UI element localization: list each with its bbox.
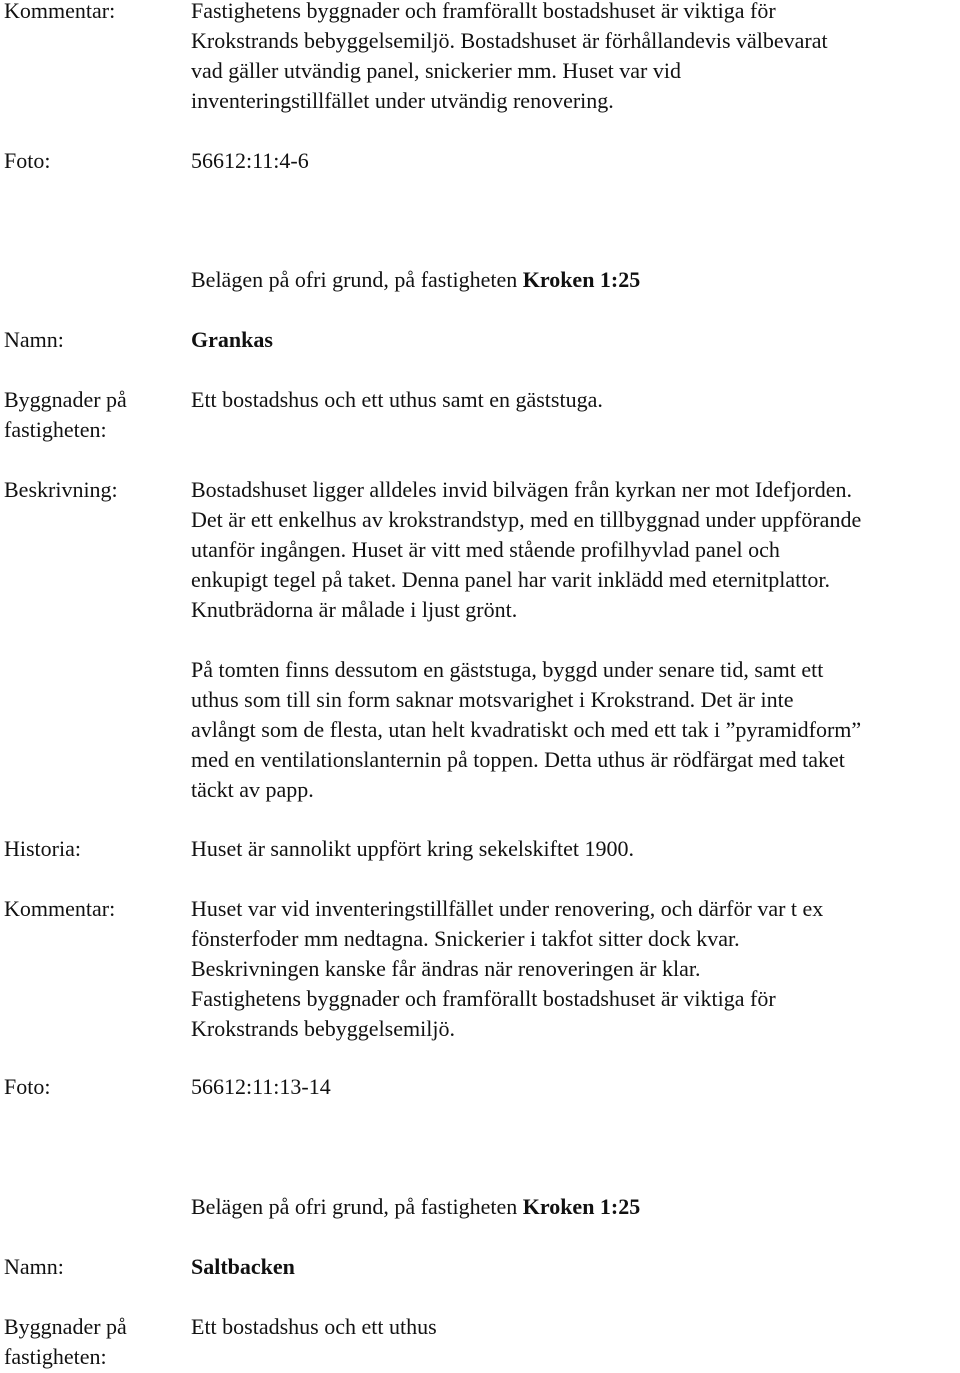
text-line: Krokstrands bebyggelsemiljö. [191, 1016, 455, 1041]
foto-label: Foto: [4, 1074, 51, 1099]
byggnader-value: Ett bostadshus och ett uthus [191, 1314, 437, 1339]
kommentar-text [191, 0, 960, 116]
location-text [191, 1192, 960, 1222]
foto-value: 56612:11:4-6 [191, 148, 309, 173]
label-line: Byggnader på [4, 387, 127, 412]
text-line: Fastighetens byggnader och framförallt bostadshuset är viktiga för [191, 986, 776, 1011]
text-line: Beskrivningen kanske får ändras när renoveringen är klar. [191, 956, 701, 981]
location-prefix: Belägen på ofri grund, på fastigheten [191, 267, 523, 292]
namn-value: Saltbacken [191, 1254, 295, 1279]
text-line: Krokstrands bebyggelsemiljö. Bostadshuset är förhållandevis välbevarat [191, 28, 828, 53]
text-line: med en ventilationslanternin på toppen. Detta uthus är rödfärgat med taket [191, 747, 845, 772]
label-line: fastigheten: [4, 1344, 107, 1369]
foto-label: Foto: [4, 148, 51, 173]
text-line: inventeringstillfället under utvändig renovering. [191, 88, 614, 113]
text-line: fönsterfoder mm nedtagna. Snickerier i takfot sitter dock kvar. [191, 926, 740, 951]
byggnader-value: Ett bostadshus och ett uthus samt en gäststuga. [191, 387, 603, 412]
beskrivning-text-2 [191, 655, 960, 805]
location-text [191, 265, 960, 295]
kommentar-text [191, 894, 960, 1044]
text-line: Knutbrädorna är målade i ljust grönt. [191, 597, 518, 622]
historia-value: Huset är sannolikt uppfört kring sekelskiftet 1900. [191, 836, 634, 861]
byggnader-label [4, 385, 184, 445]
byggnader-label [4, 1312, 184, 1372]
text-line: Det är ett enkelhus av krokstrandstyp, med en tillbyggnad under uppförande [191, 507, 862, 532]
historia-label: Historia: [4, 836, 81, 861]
text-line: Fastighetens byggnader och framförallt bostadshuset är viktiga för [191, 0, 776, 23]
namn-label: Namn: [4, 1254, 64, 1279]
text-line: vad gäller utvändig panel, snickerier mm. Huset var vid [191, 58, 681, 83]
kommentar-label: Kommentar: [4, 0, 116, 23]
text-line: uthus som till sin form saknar motsvarighet i Krokstrand. Det är inte [191, 687, 794, 712]
foto-value: 56612:11:13-14 [191, 1074, 331, 1099]
location-prefix: Belägen på ofri grund, på fastigheten [191, 1194, 523, 1219]
text-line: täckt av papp. [191, 777, 314, 802]
text-line: På tomten finns dessutom en gäststuga, byggd under senare tid, samt ett [191, 657, 824, 682]
namn-value: Grankas [191, 327, 273, 352]
kommentar-label: Kommentar: [4, 896, 116, 921]
text-line: avlångt som de flesta, utan helt kvadratiskt och med ett tak i ”pyramidform” [191, 717, 862, 742]
beskrivning-label: Beskrivning: [4, 477, 118, 502]
text-line: enkupigt tegel på taket. Denna panel har varit inklädd med eternitplattor. [191, 567, 830, 592]
text-line: utanför ingången. Huset är vitt med stående profilhyvlad panel och [191, 537, 780, 562]
label-line: fastigheten: [4, 417, 107, 442]
beskrivning-text [191, 475, 960, 625]
text-line: Huset var vid inventeringstillfället under renovering, och därför var t ex [191, 896, 824, 921]
property-designation: Kroken 1:25 [522, 267, 641, 292]
text-line: Bostadshuset ligger alldeles invid bilvägen från kyrkan ner mot Idefjorden. [191, 477, 853, 502]
namn-label: Namn: [4, 327, 64, 352]
label-line: Byggnader på [4, 1314, 127, 1339]
property-designation: Kroken 1:25 [522, 1194, 641, 1219]
